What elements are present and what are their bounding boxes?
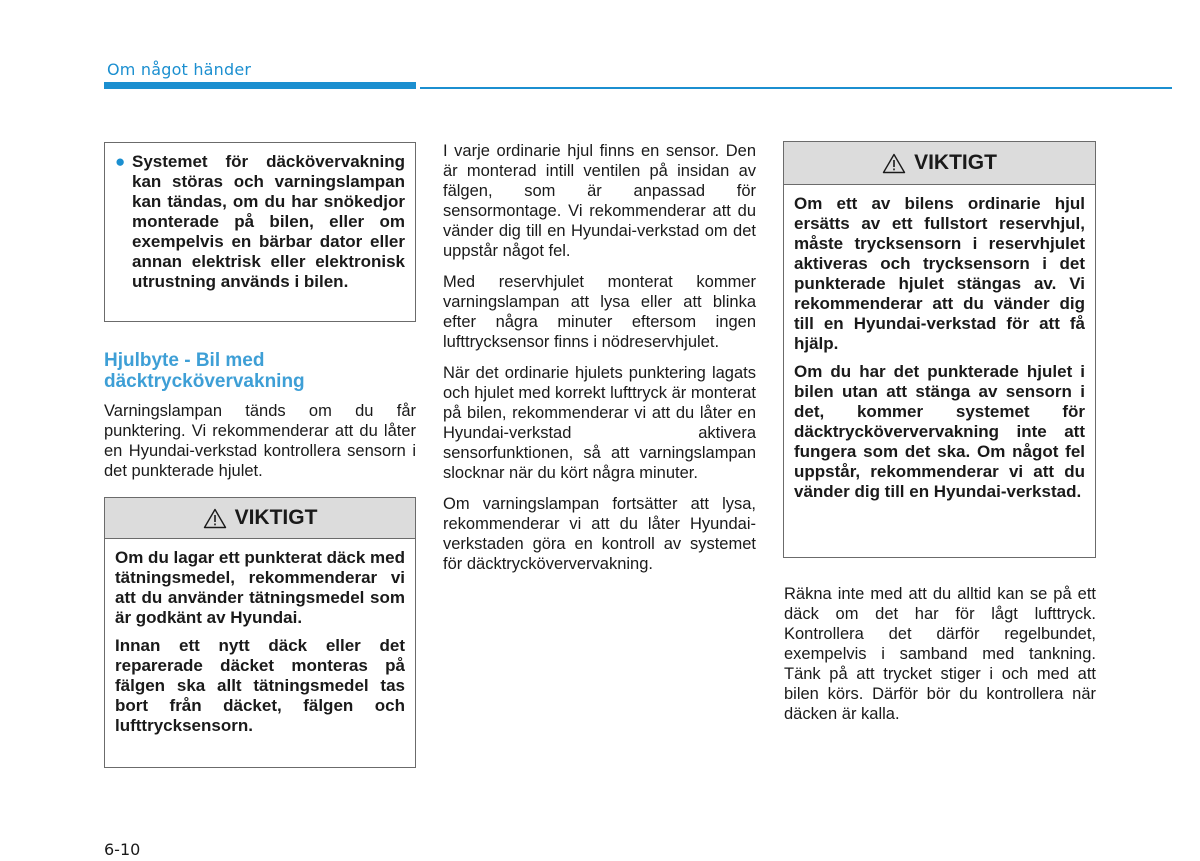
body-paragraph: I varje ordinarie hjul finns en sensor. Den är monterad intill ventilen på insidan av fälgen, som är anpassad för sensormontage. Vi rekommenderar att du vänder dig till en Hyundai-verkstad om det uppstår något fel. — [443, 142, 756, 260]
warning-header — [105, 498, 415, 539]
warning-title: VIKTIGT — [234, 506, 318, 529]
note-item — [115, 152, 405, 292]
warning-paragraph: Innan ett nytt däck eller det reparerade däcket monteras på fälgen ska allt tätningsmedel tas bort från däcket, fälgen och lufttrycksensorn. — [115, 636, 405, 735]
warning-paragraph: Om du har det punkterade hjulet i bilen utan att stänga av sensorn i det, kommer systemet för däcktrycköververvakning inte att fungera som det ska. Om något fel uppstår, rekommenderar vi att du vänder dig till en Hyundai-verkstad. — [794, 362, 1085, 501]
warning-paragraph: Om du lagar ett punkterat däck med tätningsmedel, rekommenderar vi att du använder tätningsmedel som är godkänt av Hyundai. — [115, 548, 406, 627]
column-2 — [443, 141, 756, 585]
warning-title: VIKTIGT — [914, 151, 997, 174]
warning-paragraph: Om ett av bilens ordinarie hjul ersätts av ett fullstort reservhjul, måste trycksensorn i reservhjulet aktiveras och trycksensorn i det punkterade hjulet stängas av. Vi rekommenderar att du vänder dig till en Hyundai-verkstad för att få hjälp. — [794, 194, 1085, 353]
warning-body — [784, 185, 1095, 502]
section-title: Om något händer — [107, 60, 252, 79]
warning-triangle-icon — [882, 153, 906, 174]
body-paragraph: Med reservhjulet monterat kommer varningslampan att lysa eller att blinka efter några minuter eftersom ingen lufttrycksensor finns i nödreservhjulet. — [443, 273, 756, 351]
bullet-icon: ● — [115, 152, 126, 171]
page-number: 6-10 — [104, 840, 141, 859]
note-box — [104, 142, 416, 322]
warning-body — [105, 539, 415, 736]
header-rule-thick — [104, 82, 416, 89]
body-paragraph: Varningslampan tänds om du får punktering. Vi rekommenderar att du låter en Hyundai-verkstad kontrollera sensorn i det punkterade hjulet. — [104, 402, 416, 480]
body-paragraph: Räkna inte med att du alltid kan se på ett däck om det har för lågt lufttryck. Kontrollera det därför regelbundet, exempelvis i samband med tankning. Tänk på att trycket stiger i och med att bilen körs. Därför bör du kontrollera när däcken är kalla. — [784, 585, 1096, 723]
body-paragraph: Om varningslampan fortsätter att lysa, rekommenderar vi att du låter Hyundai-verkstaden göra en kontroll av systemet för däcktrycköververvakning. — [443, 495, 756, 573]
warning-header — [784, 142, 1095, 185]
section-heading: Hjulbyte - Bil med däcktryckövervakning — [104, 350, 305, 392]
header-rule-thin — [420, 87, 1172, 89]
body-paragraph: När det ordinarie hjulets punktering lagats och hjulet med korrekt lufttryck är monterat på bilen, rekommenderar vi att du låter en Hyundai-verkstad aktivera sensorfunktionen, så att varningslampan slocknar när du kört några minuter. — [443, 364, 756, 482]
note-text: Systemet för däckövervakning kan störas och varningslampan kan tändas, om du har snökedjor monterade på bilen, eller om exempelvis en bärbar dator eller annan elektrisk eller elektronisk utrustning används i bilen. — [132, 152, 405, 291]
warning-box — [104, 497, 416, 768]
warning-triangle-icon — [203, 508, 227, 529]
warning-box — [783, 141, 1096, 558]
